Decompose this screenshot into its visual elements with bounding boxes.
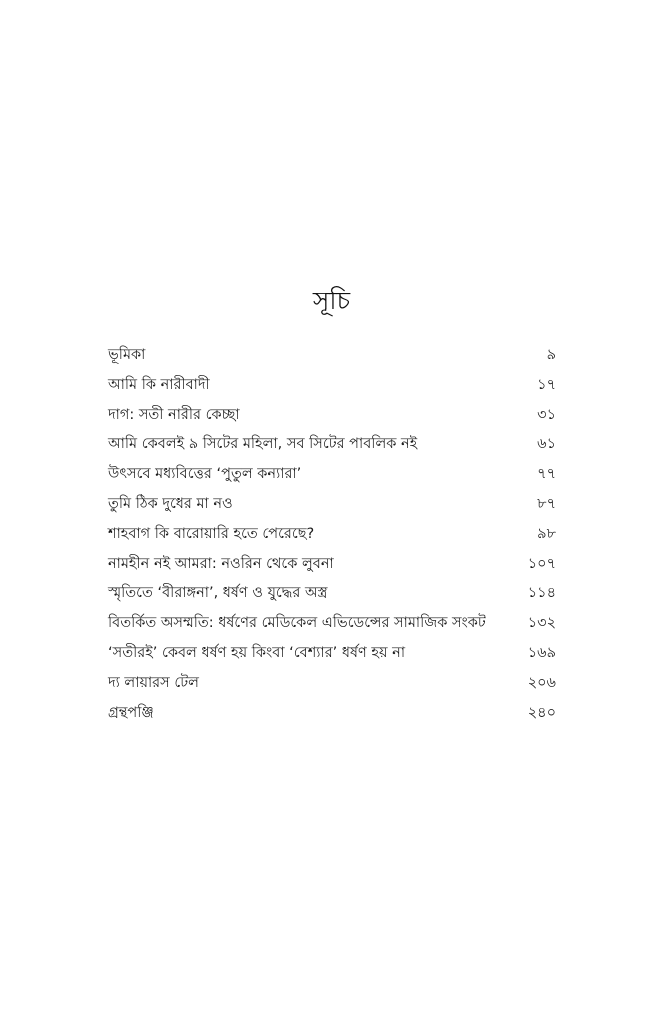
toc-entry-page: ২০৬: [527, 674, 556, 691]
toc-entry-label: দাগ: সতী নারীর কেচ্ছা: [108, 406, 240, 423]
toc-entry-label: আমি কি নারীবাদী: [108, 376, 210, 393]
toc-entry-label: ‘সতীরই’ কেবল ধর্ষণ হয় কিংবা ‘বেশ্যার’ ধর্ষণ হয় না: [108, 644, 406, 661]
toc-entry-label: ভূমিকা: [108, 347, 146, 363]
toc-entry: [108, 461, 556, 491]
toc-entry: [108, 402, 556, 432]
toc-entry-page: ১৩২: [527, 615, 556, 632]
toc-entry: [108, 521, 556, 551]
table-of-contents: [108, 342, 556, 729]
toc-entry-label: স্মৃতিতে ‘বীরাঙ্গনা’, ধর্ষণ ও যুদ্ধের অস্ত্র: [108, 585, 328, 602]
toc-entry-page: ৮৭: [537, 495, 556, 512]
toc-entry-page: ১১৪: [527, 585, 556, 602]
toc-entry-label: শাহবাগ কি বারোয়ারি হতে পেরেছে?: [108, 525, 315, 542]
toc-entry-page: ১০৭: [527, 555, 556, 572]
toc-entry: [108, 491, 556, 521]
toc-entry: [108, 372, 556, 402]
toc-entry: [108, 610, 556, 640]
toc-entry-page: ১৭: [537, 376, 556, 393]
toc-entry-page: ৩১: [537, 406, 556, 423]
toc-entry-label: দ্য লায়ারস টেল: [108, 674, 199, 691]
toc-entry: [108, 670, 556, 700]
toc-entry-page: ১৬৯: [527, 644, 556, 661]
toc-entry: [108, 580, 556, 610]
toc-entry: [108, 342, 556, 372]
toc-entry-page: ২৪০: [527, 704, 556, 721]
toc-entry: [108, 551, 556, 581]
toc-entry-label: উৎসবে মধ্যবিত্তের ‘পুতুল কন্যারা’: [108, 466, 302, 483]
toc-entry-label: গ্রন্থপঞ্জি: [108, 704, 154, 721]
toc-entry-label: বিতর্কিত অসম্মতি: ধর্ষণের মেডিকেল এভিডেন্সের সামাজিক সংকট: [108, 615, 486, 632]
toc-entry-page: ৯৮: [537, 525, 556, 542]
toc-entry-label: নামহীন নই আমরা: নওরিন থেকে লুবনা: [108, 555, 334, 572]
toc-entry: [108, 700, 556, 730]
toc-entry: [108, 640, 556, 670]
toc-entry-page: ৭৭: [537, 466, 556, 483]
toc-entry-label: তুমি ঠিক দুধের মা নও: [108, 495, 233, 512]
toc-entry-page: ৬১: [537, 436, 556, 453]
toc-entry: [108, 431, 556, 461]
toc-entry-label: আমি কেবলই ৯ সিটের মহিলা, সব সিটের পাবলিক নই: [108, 436, 418, 453]
toc-entry-page: ৯: [546, 347, 556, 363]
toc-title: সূচি: [312, 286, 351, 315]
